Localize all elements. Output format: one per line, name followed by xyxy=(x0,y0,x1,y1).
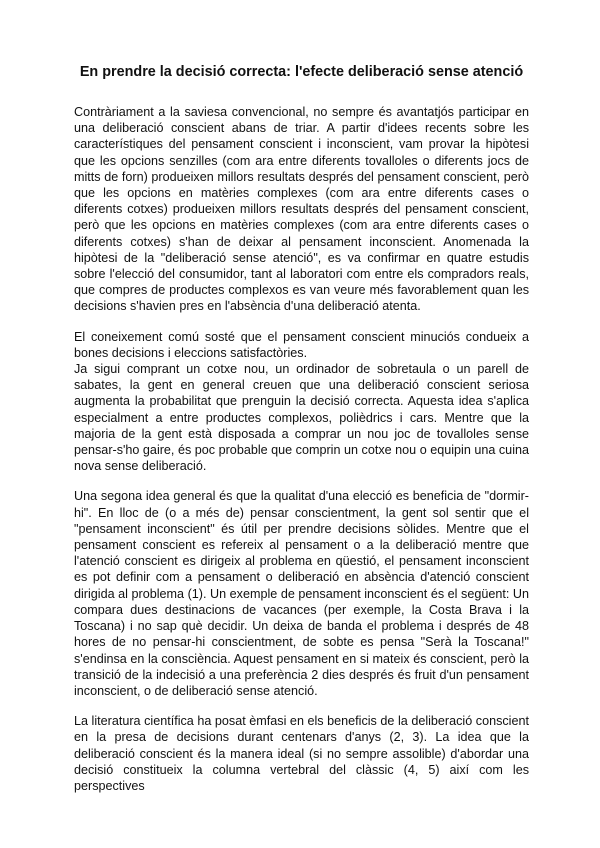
paragraph-buying-examples: Ja sigui comprant un cotxe nou, un ordinador de sobretaula o un parell de sabates, la gent en general creuen que una deliberació conscient seriosa augmenta la probabilitat que prenguin la decisió correcta. Aquesta idea s'aplica especialment a entre productes complexos, polièdrics i cars. Mentre que la majoria de la gent està disposada a comprar un nou joc de tovalloles sense pensar-s'ho gaire, és poc probable que comprin un cotxe nou o equipin una cuina nova sense deliberació. xyxy=(74,362,529,474)
document-title: En prendre la decisió correcta: l'efecte deliberació sense atenció xyxy=(79,64,524,80)
paragraph-abstract: Contràriament a la saviesa convencional, no sempre és avantatjós participar en una deliberació conscient abans de triar. A partir d'idees recents sobre les característiques del pensament conscient i inconscient, vam provar la hipòtesi que les opcions senzilles (com ara entre diferents tovalloles o diferents jocs de mitts de forn) produeixen millors resultats després del pensament conscient, però que les opcions en matèries complexes (com ara entre diferents cases o diferents cotxes) produeixen millors resultats després del pensament conscient, però que les opcions en matèries complexes (com ara entre diferents cases o diferents cotxes) s'han de deixar al pensament inconscient. Anomenada la hipòtesi de la "deliberació sense atenció", es va confirmar en quatre estudis sobre l'elecció del consumidor, tant al laboratori com entre els compradors reals, que compres de productes complexos es van veure més favorablement quan les decisions s'havien pres en l'absència d'una deliberació atenta. xyxy=(74,105,529,314)
paragraph-sleep-on-it: Una segona idea general és que la qualitat d'una elecció es beneficia de "dormir-hi". En lloc de (o a més de) pensar conscientment, la gent sol sentir que el "pensament inconscient" és útil per prendre decisions sòlides. Mentre que el pensament conscient es refereix al pensament o a la deliberació mentre que l'atenció conscient es dirigeix al problema en qüestió, el pensament inconscient es pot definir com a pensament o deliberació en absència d'atenció conscient dirigida al problema (1). Un exemple de pensament inconscient és el següent: Un compara dues destinacions de vacances (per exemple, la Costa Brava i la Toscana) i no sap què decidir. Un deixa de banda el problema i després de 48 hores de no pensar-hi conscientment, de sobte es pensa "Serà la Toscana!" s'endinsa en la consciència. Aquest pensament en si mateix és conscient, però la transició de la indecisió a una preferència 2 dies després és fruit d'un pensament inconscient, o de deliberació sense atenció. xyxy=(74,489,529,698)
document-page xyxy=(74,62,529,808)
paragraph-common-knowledge: El coneixement comú sosté que el pensament conscient minuciós condueix a bones decisions i eleccions satisfactòries. xyxy=(74,329,529,360)
paragraph-literature: La literatura científica ha posat èmfasi en els beneficis de la deliberació conscient en la presa de decisions durant centenars d'anys (2, 3). La idea que la deliberació conscient és la manera ideal (si no sempre assolible) d'abordar una decisió constitueix la columna vertebral del clàssic (4, 5) així com les perspectives xyxy=(74,714,529,793)
